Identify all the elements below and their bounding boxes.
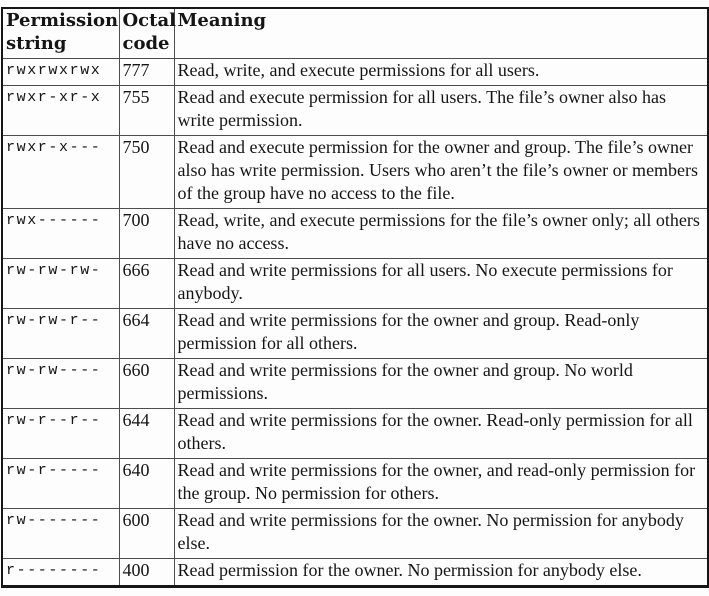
- table-row: [2, 86, 708, 136]
- permission-string-cell: rw-r-----: [2, 459, 119, 509]
- octal-code-cell: 664: [119, 309, 174, 359]
- permission-string-cell: rw-rw-r--: [2, 309, 119, 359]
- permission-string-cell: rwxr-xr-x: [2, 86, 119, 136]
- table-row: [2, 459, 708, 509]
- octal-code-cell: 660: [119, 359, 174, 409]
- table-row: [2, 209, 708, 259]
- permissions-table: [1, 7, 709, 588]
- meaning-cell: Read and write permissions for the owner. Read-only permission for all others.: [174, 409, 708, 459]
- octal-code-cell: 600: [119, 509, 174, 559]
- octal-code-cell: 640: [119, 459, 174, 509]
- permission-string-cell: rw-rw----: [2, 359, 119, 409]
- permission-string-cell: rw-r--r--: [2, 409, 119, 459]
- octal-code-cell: 666: [119, 259, 174, 309]
- table-row: [2, 136, 708, 209]
- meaning-cell: Read and execute permission for all users. The file’s owner also has write permission.: [174, 86, 708, 136]
- col-header-meaning: Meaning: [174, 8, 708, 59]
- permission-string-cell: r--------: [2, 559, 119, 587]
- meaning-cell: Read and write permissions for the owner and group. No world permissions.: [174, 359, 708, 409]
- meaning-cell: Read permission for the owner. No permission for anybody else.: [174, 559, 708, 587]
- octal-code-cell: 777: [119, 59, 174, 86]
- meaning-cell: Read and write permissions for the owner and group. Read-only permission for all others.: [174, 309, 708, 359]
- table-row: [2, 309, 708, 359]
- octal-code-cell: 400: [119, 559, 174, 587]
- table-row: [2, 509, 708, 559]
- permission-string-cell: rwx------: [2, 209, 119, 259]
- table-row: [2, 359, 708, 409]
- meaning-cell: Read and execute permission for the owner and group. The file’s owner also has write permission. Users who aren’t the file’s owner or members of the group have no access to the file.: [174, 136, 708, 209]
- permission-string-cell: rw-------: [2, 509, 119, 559]
- col-header-octal-code: Octal code: [119, 8, 174, 59]
- permission-string-cell: rwxrwxrwx: [2, 59, 119, 86]
- permission-string-cell: rw-rw-rw-: [2, 259, 119, 309]
- table-row: [2, 409, 708, 459]
- octal-code-cell: 644: [119, 409, 174, 459]
- meaning-cell: Read, write, and execute permissions for the file’s owner only; all others have no access.: [174, 209, 708, 259]
- table-row: [2, 59, 708, 86]
- meaning-cell: Read and write permissions for the owner. No permission for anybody else.: [174, 509, 708, 559]
- col-header-permission-string: Permission string: [2, 8, 119, 59]
- table-row: [2, 259, 708, 309]
- octal-code-cell: 700: [119, 209, 174, 259]
- table-row: [2, 559, 708, 587]
- octal-code-cell: 755: [119, 86, 174, 136]
- meaning-cell: Read, write, and execute permissions for all users.: [174, 59, 708, 86]
- octal-code-cell: 750: [119, 136, 174, 209]
- meaning-cell: Read and write permissions for the owner, and read-only permission for the group. No permission for others.: [174, 459, 708, 509]
- header-row: [2, 8, 708, 59]
- table-body: [2, 59, 708, 587]
- permission-string-cell: rwxr-x---: [2, 136, 119, 209]
- meaning-cell: Read and write permissions for all users. No execute permissions for anybody.: [174, 259, 708, 309]
